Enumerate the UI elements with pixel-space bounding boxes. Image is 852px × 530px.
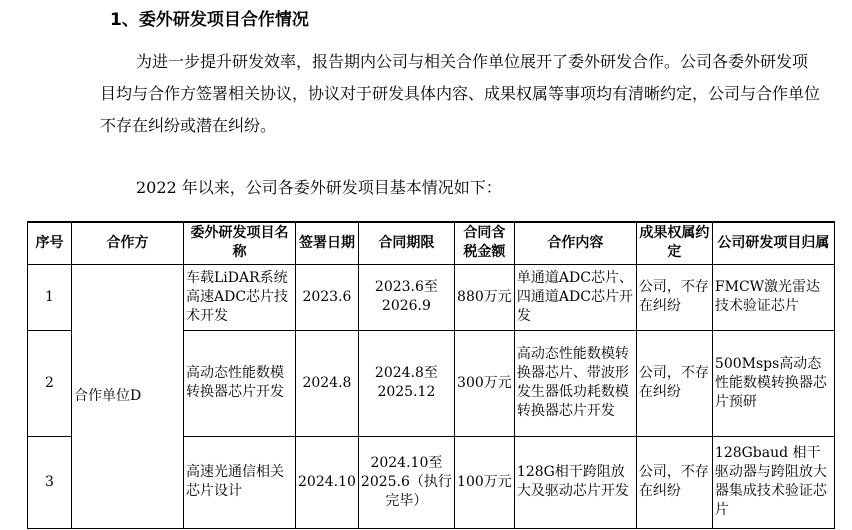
table-header-row xyxy=(28,222,835,264)
cell-contract-period: 2024.8至2025.12 xyxy=(358,330,454,436)
cell-project-name: 高动态性能数模转换器芯片开发 xyxy=(184,330,296,436)
cell-attribution: 128Gbaud 相干驱动器与跨阻放大器集成技术验证芯片 xyxy=(712,436,834,528)
cell-content: 高动态性能数模转换器芯片、带波形发生器低功耗数模转换器芯片开发 xyxy=(514,330,636,436)
header-contract-period: 合同期限 xyxy=(358,222,454,264)
table-row xyxy=(28,264,835,330)
header-content: 合作内容 xyxy=(514,222,636,264)
cell-ownership: 公司，不存在纠纷 xyxy=(636,264,712,330)
cell-ownership: 公司，不存在纠纷 xyxy=(636,330,712,436)
cell-contract-period: 2023.6至2026.9 xyxy=(358,264,454,330)
cell-seq: 1 xyxy=(28,264,72,330)
intro-paragraph: 为进一步提升研发效率，报告期内公司与相关合作单位展开了委外研发合作。公司各委外研发项目均与合作方签署相关协议，协议对于研发具体内容、成果权属等事项均有清晰约定，公司与合作单位不存在纠纷或潜在纠纷。 xyxy=(100,52,821,135)
cell-project-name: 高速光通信相关芯片设计 xyxy=(184,436,296,528)
cell-sign-date: 2023.6 xyxy=(296,264,359,330)
cell-content: 单通道ADC芯片、四通道ADC芯片开发 xyxy=(514,264,636,330)
header-ownership: 成果权属约定 xyxy=(636,222,712,264)
cell-attribution: 500Msps高动态性能数模转换器芯片预研 xyxy=(712,330,834,436)
table-intro: 2022 年以来，公司各委外研发项目基本情况如下： xyxy=(136,178,502,197)
cell-sign-date: 2024.10 xyxy=(296,436,359,528)
cell-contract-period: 2024.10至2025.6（执行完毕） xyxy=(358,436,454,528)
cell-sign-date: 2024.8 xyxy=(296,330,359,436)
cell-seq: 3 xyxy=(28,436,72,528)
header-company-attribution: 公司研发项目归属 xyxy=(712,222,834,264)
header-contract-amount: 合同含税金额 xyxy=(454,222,514,264)
cell-amount: 300万元 xyxy=(454,330,514,436)
cell-attribution: FMCW激光雷达技术验证芯片 xyxy=(712,264,834,330)
outsourced-rd-table xyxy=(27,221,835,529)
cell-content: 128G相干跨阻放大及驱动芯片开发 xyxy=(514,436,636,528)
header-sign-date: 签署日期 xyxy=(296,222,359,264)
header-partner: 合作方 xyxy=(72,222,184,264)
section-heading: 1、委外研发项目合作情况 xyxy=(110,10,309,30)
cell-ownership: 公司，不存在纠纷 xyxy=(636,436,712,528)
cell-amount: 880万元 xyxy=(454,264,514,330)
header-project-name: 委外研发项目名称 xyxy=(184,222,296,264)
header-seq: 序号 xyxy=(28,222,72,264)
cell-project-name: 车载LiDAR系统高速ADC芯片技术开发 xyxy=(184,264,296,330)
cell-seq: 2 xyxy=(28,330,72,436)
cell-partner: 合作单位D xyxy=(72,264,184,528)
cell-amount: 100万元 xyxy=(454,436,514,528)
